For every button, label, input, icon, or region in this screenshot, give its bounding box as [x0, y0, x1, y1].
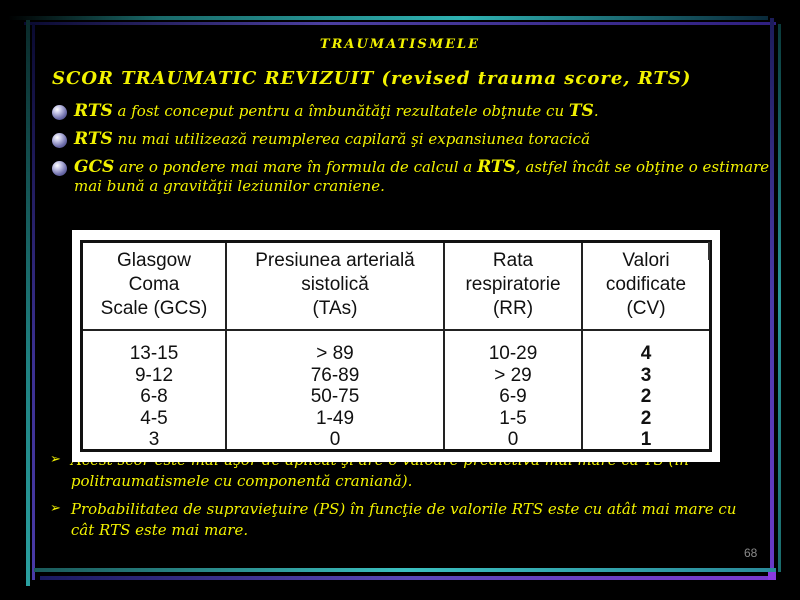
column-values: 13-15 9-12 6-8 4-5 3 [129, 343, 179, 450]
column-values: 4 3 2 2 1 [640, 343, 652, 450]
page-number: 68 [744, 546, 758, 560]
decorative-border-top-inner [24, 22, 776, 25]
arrow-item [50, 499, 761, 541]
bullet-text: RTS nu mai utilizează reumplerea capilară şi expansiunea toracică [74, 129, 591, 149]
decorative-border-bottom [34, 568, 776, 572]
arrow-text: politraumatismele cu componentă craniană). [70, 472, 413, 490]
column-tas [225, 243, 443, 449]
rts-table-image [72, 230, 720, 462]
slide-header: TRAUMATISMELE [319, 37, 481, 52]
cut-edge-mark [708, 242, 710, 260]
column-gcs [83, 243, 225, 449]
column-values: > 89 76-89 50-75 1-49 0 [310, 343, 360, 450]
arrow-text: Probabilitatea de supravieţuire (PS) în funcţie de valorile RTS este cu atât mai mare cu cât RTS este mai mare. [70, 500, 737, 539]
corner-square [768, 572, 776, 580]
column-values: 10-29 > 29 6-9 1-5 0 [488, 343, 538, 450]
decorative-border-top [8, 16, 768, 20]
column-header: Presiunea arterială sistolică (TAs) [255, 250, 415, 319]
decorative-border-right-inner [778, 24, 781, 572]
decorative-border-left-inner [32, 24, 35, 580]
column-rr [443, 243, 581, 449]
decorative-border-left [26, 20, 30, 586]
bullet-item [52, 158, 774, 196]
column-header: Glasgow Coma Scale (GCS) [100, 250, 208, 319]
bullet-ball-icon [52, 105, 67, 120]
bullet-ball-icon [52, 133, 67, 148]
bullet-item [52, 102, 774, 121]
rts-table [80, 240, 712, 452]
column-header: Valori codificate (CV) [605, 250, 687, 319]
arrow-bullet-icon: ➢ [50, 452, 61, 467]
bullet-item [52, 130, 774, 149]
bullet-text: GCS are o pondere mai mare în formula de calcul a RTS, astfel încât se obţine o estimare mai bună a gravităţii leziunilor craniene. [74, 157, 770, 195]
section-title: SCOR TRAUMATIC REVIZUIT (revised trauma score, RTS) [52, 68, 692, 89]
bullet-text: RTS a fost conceput pentru a îmbunătăţi rezultatele obţnute cu TS. [74, 101, 599, 121]
bullet-ball-icon [52, 161, 67, 176]
arrow-bullet-icon: ➢ [50, 501, 61, 516]
column-cv [581, 243, 709, 449]
column-header: Rata respiratorie (RR) [465, 250, 561, 319]
decorative-border-bottom-outer [40, 576, 776, 580]
